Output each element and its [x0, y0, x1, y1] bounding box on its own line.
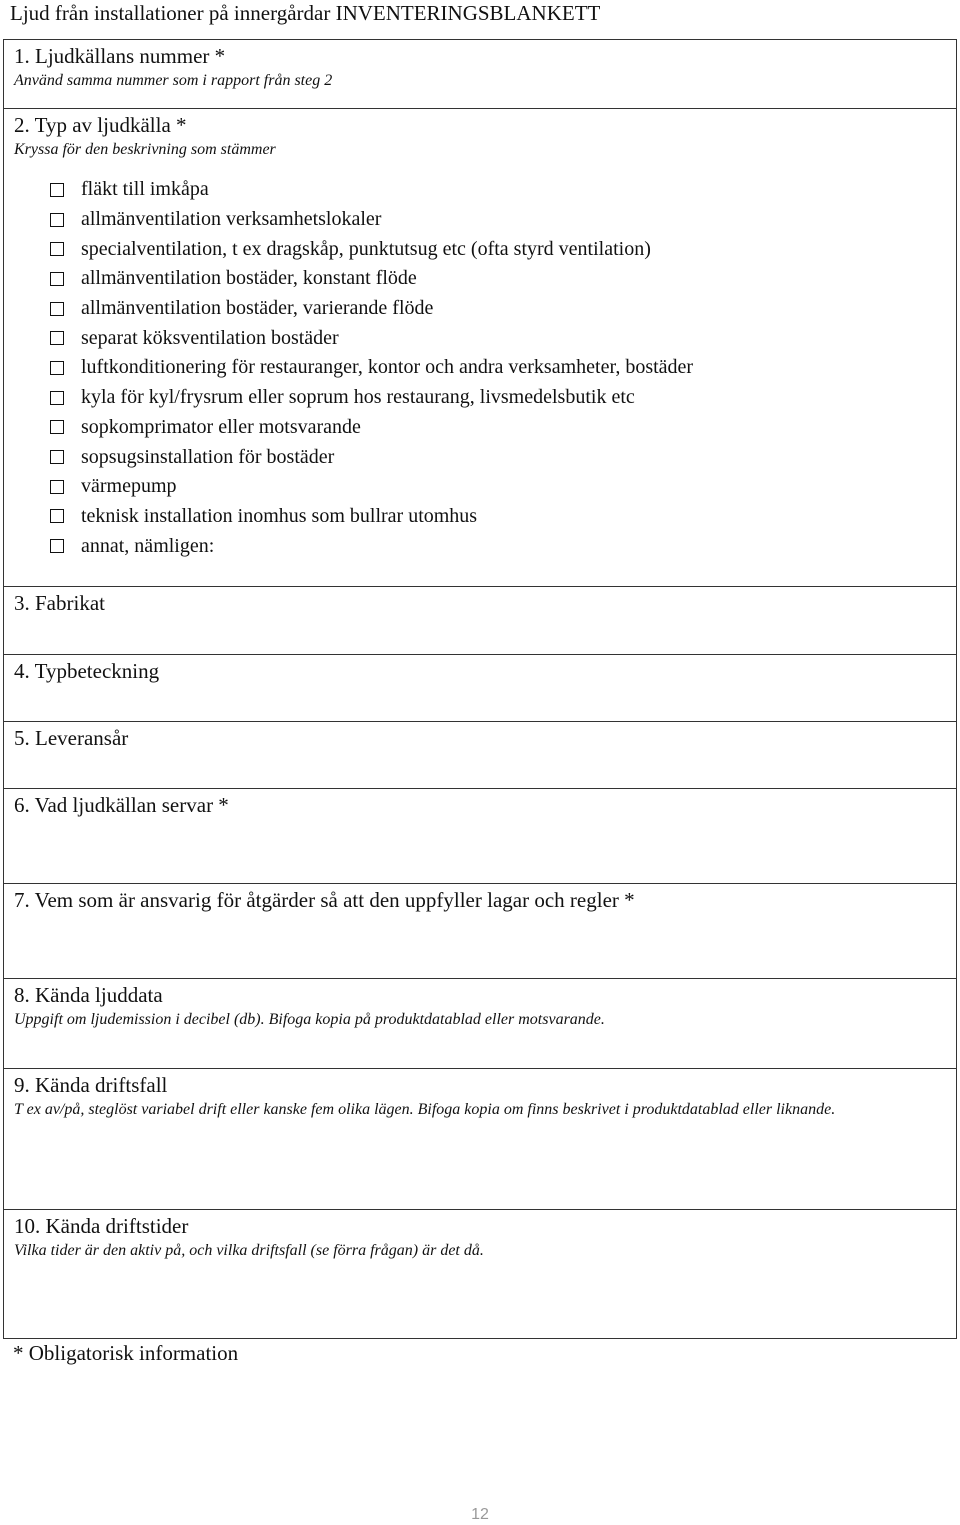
section-driftsfall[interactable]: [4, 1069, 956, 1210]
option-label: teknisk installation inomhus som bullrar utomhus: [81, 504, 478, 527]
section-ljuddata[interactable]: [4, 979, 956, 1069]
option-bostader-konstant-flode[interactable]: [14, 264, 956, 294]
option-luftkonditionering[interactable]: [14, 353, 956, 383]
checkbox-icon[interactable]: [50, 420, 64, 434]
option-sopsug[interactable]: [14, 442, 956, 472]
checkbox-icon[interactable]: [50, 450, 64, 464]
section-leveransar[interactable]: [4, 722, 956, 789]
section-label: 1. Ljudkällans nummer *: [14, 44, 226, 68]
checkbox-icon[interactable]: [50, 183, 64, 197]
option-koksventilation[interactable]: [14, 323, 956, 353]
option-label: allmänventilation verksamhetslokaler: [81, 208, 382, 231]
option-sopkomprimator[interactable]: [14, 413, 956, 443]
section-hint: Kryssa för den beskrivning som stämmer: [14, 141, 276, 158]
section-label: 4. Typbeteckning: [14, 659, 160, 683]
option-label: kyla för kyl/frysrum eller soprum hos restaurang, livsmedelsbutik etc: [81, 386, 635, 409]
option-varmepump[interactable]: [14, 472, 956, 502]
option-annat[interactable]: [14, 531, 956, 561]
section-label: 8. Kända ljuddata: [14, 983, 163, 1007]
section-servar[interactable]: [4, 789, 956, 884]
section-label: 2. Typ av ljudkälla *: [14, 113, 187, 137]
option-label: sopsugsinstallation för bostäder: [81, 445, 335, 468]
checkbox-icon[interactable]: [50, 480, 64, 494]
inventory-form: [3, 39, 957, 1339]
option-label: annat, nämligen:: [81, 534, 215, 557]
section-ansvarig[interactable]: [4, 884, 956, 979]
section-typbeteckning[interactable]: [4, 655, 956, 722]
section-label: 7. Vem som är ansvarig för åtgärder så att den uppfyller lagar och regler *: [14, 888, 635, 912]
section-hint: Använd samma nummer som i rapport från steg 2: [14, 72, 333, 89]
checkbox-icon[interactable]: [50, 213, 64, 227]
option-kyla[interactable]: [14, 383, 956, 413]
checkbox-icon[interactable]: [50, 539, 64, 553]
checkbox-icon[interactable]: [50, 391, 64, 405]
section-source-type: [4, 109, 956, 587]
option-label: allmänventilation bostäder, varierande flöde: [81, 297, 434, 320]
checkbox-icon[interactable]: [50, 361, 64, 375]
section-driftstider[interactable]: [4, 1210, 956, 1339]
option-specialventilation[interactable]: [14, 234, 956, 264]
checkbox-icon[interactable]: [50, 302, 64, 316]
section-label: 5. Leveransår: [14, 726, 129, 750]
option-label: specialventilation, t ex dragskåp, punktutsug etc (ofta styrd ventilation): [81, 237, 651, 260]
option-label: separat köksventilation bostäder: [81, 326, 339, 349]
checkbox-icon[interactable]: [50, 242, 64, 256]
section-source-number[interactable]: [4, 40, 956, 109]
option-label: värmepump: [81, 475, 177, 498]
mandatory-footnote: * Obligatorisk information: [13, 1341, 239, 1365]
section-label: 6. Vad ljudkällan servar *: [14, 793, 229, 817]
form-title: Ljud från installationer på innergårdar INVENTERINGSBLANKETT: [10, 1, 601, 25]
section-label: 3. Fabrikat: [14, 591, 105, 615]
source-type-options: [14, 175, 956, 561]
option-label: sopkomprimator eller motsvarande: [81, 415, 361, 438]
checkbox-icon[interactable]: [50, 509, 64, 523]
option-label: luftkonditionering för restauranger, kontor och andra verksamheter, bostäder: [81, 356, 694, 379]
option-bostader-varierande-flode[interactable]: [14, 294, 956, 324]
option-teknisk-installation[interactable]: [14, 502, 956, 532]
section-label: 9. Kända driftsfall: [14, 1073, 168, 1097]
section-label: 10. Kända driftstider: [14, 1214, 189, 1238]
checkbox-icon[interactable]: [50, 272, 64, 286]
section-hint: Vilka tider är den aktiv på, och vilka driftsfall (se förra frågan) är det då.: [14, 1242, 484, 1259]
option-flakt-imkapa[interactable]: [14, 175, 956, 205]
option-label: allmänventilation bostäder, konstant flöde: [81, 267, 417, 290]
option-allmanventilation-verksamhet[interactable]: [14, 205, 956, 235]
option-label: fläkt till imkåpa: [81, 178, 209, 201]
section-hint: T ex av/på, steglöst variabel drift eller kanske fem olika lägen. Bifoga kopia om finns beskrivet i produktdatablad eller liknande.: [14, 1101, 836, 1118]
checkbox-icon[interactable]: [50, 331, 64, 345]
section-fabrikat[interactable]: [4, 587, 956, 655]
page-number: 12: [471, 1506, 489, 1523]
section-hint: Uppgift om ljudemission i decibel (db). Bifoga kopia på produktdatablad eller motsvarande.: [14, 1011, 605, 1028]
